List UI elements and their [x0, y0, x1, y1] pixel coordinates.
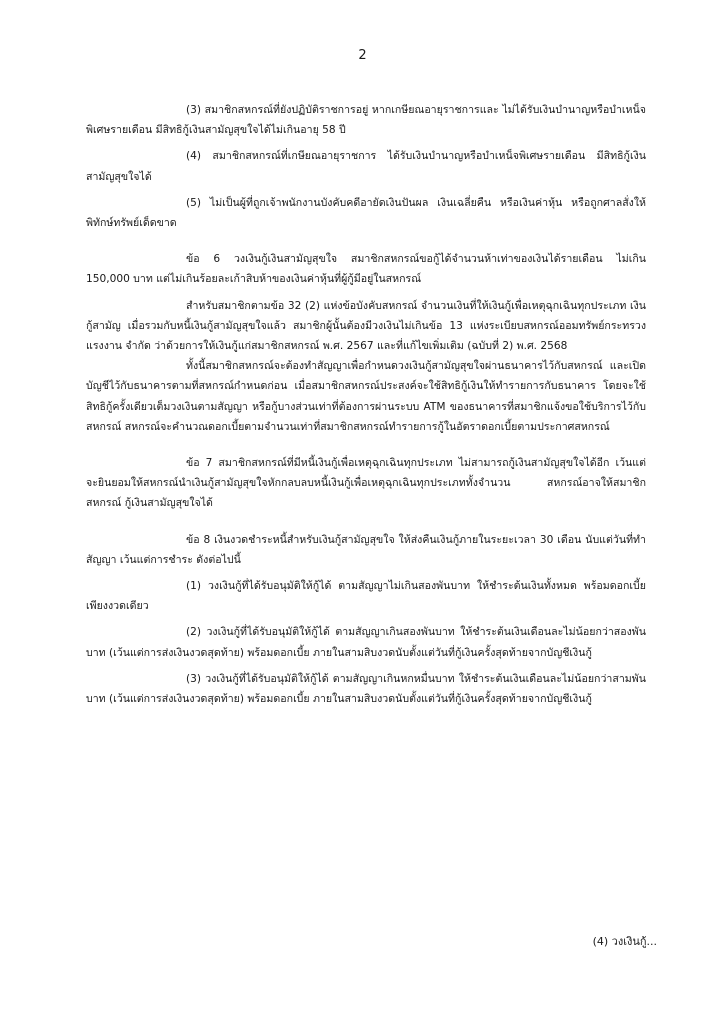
- clause-5-item-4: (4) สมาชิกสหกรณ์ที่เกษียณอายุราชการ ได้รับเงินบำนาญหรือบำเหน็จพิเศษรายเดือน มีสิทธิกู้เงินสามัญสุขใจได้: [86, 150, 646, 183]
- clause-8: ข้อ 8 เงินงวดชำระหนี้สำหรับเงินกู้สามัญสุขใจ ให้ส่งคืนเงินกู้ภายในระยะเวลา 30 เดือน นับแต่วันที่ทำสัญญา เว้นแต่การชำระ ดังต่อไปนี้: [86, 533, 646, 566]
- continuation-text: (4) วงเงินกู้...: [592, 935, 657, 948]
- clause-6-member-32-2: สำหรับสมาชิกตามข้อ 32 (2) แห่งข้อบังคับสหกรณ์ จำนวนเงินที่ให้เงินกู้เพื่อเหตุฉุกเฉินทุกประเภท เงินกู้สามัญ เมื่อรวมกับหนี้เงินกู้สามัญสุขใจแล้ว สมาชิกผู้นั้นต้องมีวงเงินไม่เกินข้อ 13 แห่งระเบียบสหกรณ์ออมทรัพย์กระทรวงแรงงาน จำกัด ว่าด้วยการให้เงินกู้แก่สมาชิกสหกรณ์ พ.ศ. 2567 และที่แก้ไขเพิ่มเติม (ฉบับที่ 2) พ.ศ. 2568: [86, 299, 646, 353]
- clause-8-item-3: (3) วงเงินกู้ที่ได้รับอนุมัติให้กู้ได้ ตามสัญญาเกินหกหมื่นบาท ให้ชำระต้นเงินเดือนละไม่น้อยกว่าสามพันบาท (เว้นแต่การส่งเงินงวดสุดท้าย) พร้อมดอกเบี้ย ภายในสามสิบงวดนับตั้งแต่วันที่กู้เงินครั้งสุดท้ายจากบัญชีเงินกู้: [86, 672, 646, 706]
- clause-5-item-5: (5) ไม่เป็นผู้ที่ถูกเจ้าพนักงานบังคับคดีอายัดเงินปันผล เงินเฉลี่ยคืน หรือเงินค่าหุ้น หรือถูกศาลสั่งให้พิทักษ์ทรัพย์เด็ดขาด: [86, 196, 646, 230]
- clause-6-atm-contract: ทั้งนี้สมาชิกสหกรณ์จะต้องทำสัญญาเพื่อกำหนดวงเงินกู้สามัญสุขใจผ่านธนาคารไว้กับสหกรณ์ และเปิดบัญชีไว้กับธนาคารตามที่สหกรณ์กำหนดก่อน เมื่อสมาชิกสหกรณ์ประสงค์จะใช้สิทธิกู้เงินให้ทำรายการกับธนาคาร โดยจะใช้สิทธิกู้ครั้งเดียวเต็มวงเงินตามสัญญา หรือกู้บางส่วนเท่าที่ต้องการผ่านระบบ ATM ของธนาคารที่สมาชิกแจ้งขอใช้บริการไว้กับสหกรณ์ สหกรณ์จะคำนวณดอกเบี้ยตามจำนวนเท่าที่สมาชิกสหกรณ์ทำรายการกู้ในอัตราดอกเบี้ยตามประกาศสหกรณ์: [86, 360, 646, 433]
- page-number: 2: [358, 48, 367, 63]
- clause-7: ข้อ 7 สมาชิกสหกรณ์ที่มีหนี้เงินกู้เพื่อเหตุฉุกเฉินทุกประเภท ไม่สามารถกู้เงินสามัญสุขใจได้อีก เว้นแต่จะยินยอมให้สหกรณ์นำเงินกู้สามัญสุขใจหักกลบลบหนี้เงินกู้เพื่อเหตุฉุกเฉินทุกประเภททั้งจำนวน สหกรณ์อาจให้สมาชิกสหกรณ์ กู้เงินสามัญสุขใจได้: [86, 457, 646, 510]
- document-body: [86, 100, 646, 709]
- clause-8-item-2: (2) วงเงินกู้ที่ได้รับอนุมัติให้กู้ได้ ตามสัญญาเกินสองพันบาท ให้ชำระต้นเงินเดือนละไม่น้อยกว่าสองพันบาท (เว้นแต่การส่งเงินงวดสุดท้าย) พร้อมดอกเบี้ย ภายในสามสิบงวดนับตั้งแต่วันที่กู้เงินครั้งสุดท้ายจากบัญชีเงินกู้: [86, 626, 646, 659]
- clause-6: ข้อ 6 วงเงินกู้เงินสามัญสุขใจ สมาชิกสหกรณ์ขอกู้ได้จำนวนห้าเท่าของเงินได้รายเดือน ไม่เกิน 150,000 บาท แต่ไม่เกินร้อยละเก้าสิบห้าของเงินค่าหุ้นที่ผู้กู้มีอยู่ในสหกรณ์: [86, 253, 646, 286]
- clause-8-item-1: (1) วงเงินกู้ที่ได้รับอนุมัติให้กู้ได้ ตามสัญญาไม่เกินสองพันบาท ให้ชำระต้นเงินทั้งหมด พร้อมดอกเบี้ยเพียงงวดเดียว: [86, 580, 646, 613]
- clause-5-item-3: (3) สมาชิกสหกรณ์ที่ยังปฏิบัติราชการอยู่ หากเกษียณอายุราชการและ ไม่ได้รับเงินบำนาญหรือบำเหน็จพิเศษรายเดือน มีสิทธิกู้เงินสามัญสุขใจได้ไม่เกินอายุ 58 ปี: [86, 104, 646, 137]
